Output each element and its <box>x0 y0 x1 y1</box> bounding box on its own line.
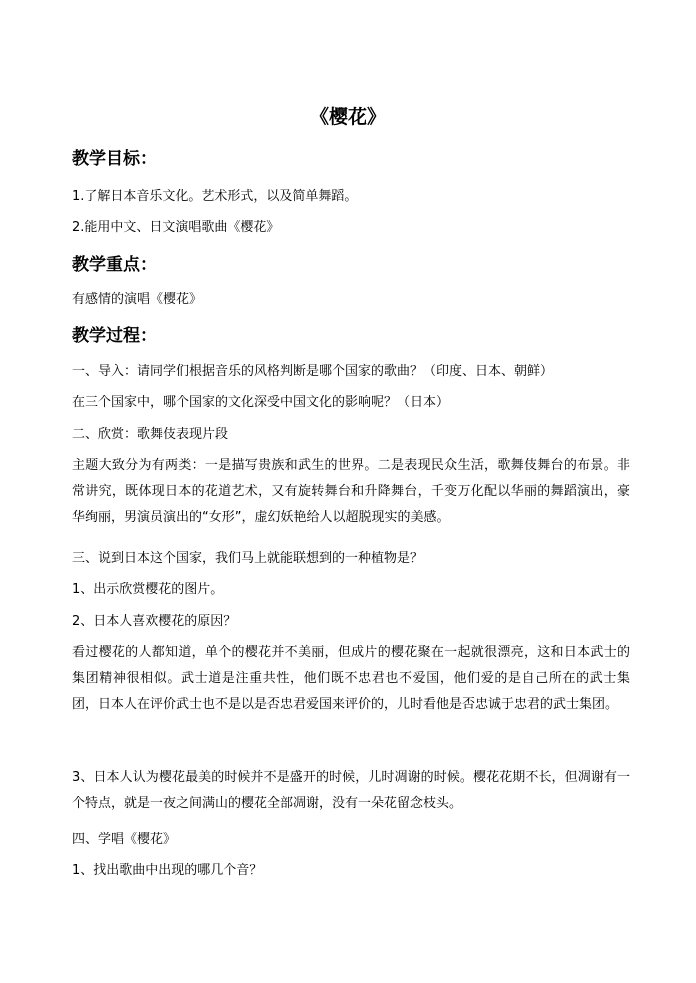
process-line-plant: 三、说到日本这个国家，我们马上就能联想到的一种植物是？ <box>72 551 424 566</box>
process-paragraph-blossom: 3、日本人认为樱花最美的时候并不是盛开的时候，儿时凋谢的时候。樱花花期不长，但凋谢有一个特点，就是一夜之间满山的樱花全部凋谢，没有一朵花留念枝头。 <box>72 770 630 811</box>
process-line-pictures: 1、出示欣赏樱花的图片。 <box>72 582 224 597</box>
heading-teaching-goals: 教学目标： <box>72 149 157 169</box>
goal-item-2: 2.能用中文、日文演唱歌曲《樱花》 <box>72 220 280 235</box>
process-line-question: 在三个国家中，哪个国家的文化深受中国文化的影响呢？（日本） <box>72 395 450 410</box>
process-line-learn-song: 四、学唱《樱花》 <box>72 832 177 847</box>
key-point-text: 有感情的演唱《樱花》 <box>72 292 203 307</box>
document-title: 《樱花》 <box>309 106 386 128</box>
process-line-find-notes: 1、找出歌曲中出现的哪几个音？ <box>72 863 263 878</box>
heading-key-point: 教学重点： <box>72 255 157 275</box>
process-paragraph-kabuki: 主题大致分为有两类：一是描写贵族和武生的世界。二是表现民众生活，歌舞伎舞台的布景。非常讲究，既体现日本的花道艺术，又有旋转舞台和升降舞台，千变万化配以华丽的舞蹈演出，豪华绚丽，男演员演出的“女形”，虚幻妖艳给人以超脱现实的美感。 <box>72 458 630 525</box>
goal-item-1: 1.了解日本音乐文化。艺术形式，以及简单舞蹈。 <box>72 189 358 204</box>
process-line-reason: 2、日本人喜欢樱花的原因？ <box>72 614 237 629</box>
process-paragraph-samurai: 看过樱花的人都知道，单个的樱花并不美丽，但成片的樱花聚在一起就很漂亮，这和日本武士的集团精神很相似。武士道是注重共性，他们既不忠君也不爱国，他们爱的是自己所在的武士集团，日本人在评价武士也不是以是否忠君爱国来评价的，儿时看他是否忠诚于忠君的武士集团。 <box>72 645 630 712</box>
process-line-appreciation: 二、欣赏：歌舞伎表现片段 <box>72 427 229 442</box>
process-line-intro: 一、导入：请同学们根据音乐的风格判断是哪个国家的歌曲？（印度、日本、朝鲜） <box>72 364 554 379</box>
heading-teaching-process: 教学过程： <box>72 326 157 346</box>
